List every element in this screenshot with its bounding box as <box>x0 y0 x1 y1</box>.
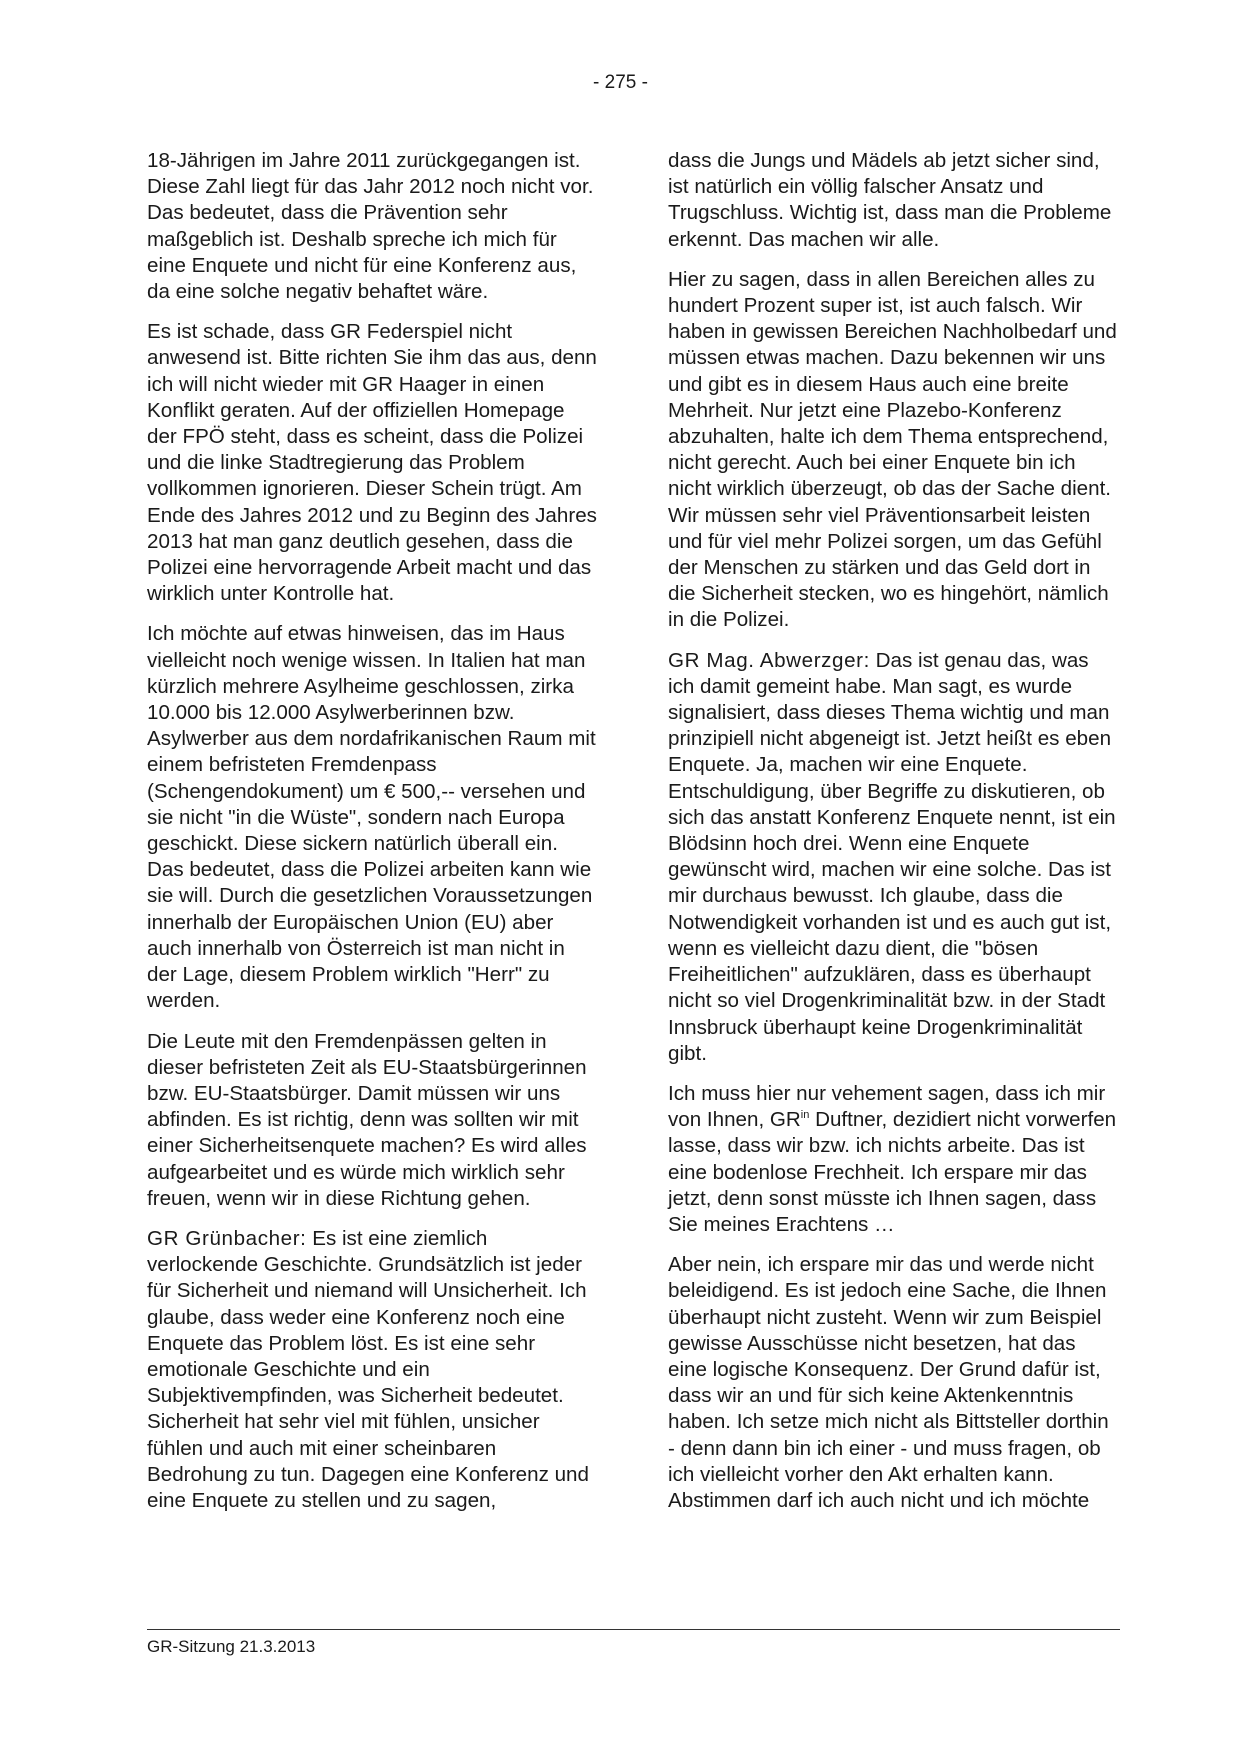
paragraph: Ich möchte auf etwas hinweisen, das im Haus vielleicht noch wenige wissen. In Italien hat man kürzlich mehrere Asylheime geschlossen, zirka 10.000 bis 12.000 Asylwerberinnen bzw. Asylwerber aus dem nordafrikanischen Raum mit einem befristeten Fremdenpass (Schengendokument) um € 500,-- versehen und sie nicht "in die Wüste", sondern nach Europa geschickt. Diese sickern natürlich überall ein. Das bedeutet, dass die Polizei arbeiten kann wie sie will. Durch die gesetzlichen Voraussetzungen innerhalb der Europäischen Union (EU) aber auch innerhalb von Österreich ist man nicht in der Lage, diesem Problem wirklich "Herr" zu werden. <box>147 622 596 1013</box>
footer-text: GR-Sitzung 21.3.2013 <box>147 1637 316 1656</box>
speaker-name: GR Mag. Abwerzger: <box>668 648 870 672</box>
superscript: in <box>800 1109 810 1122</box>
speech-text: Das ist genau das, was ich damit gemeint habe. Man sagt, es wurde signalisiert, dass dieses Thema wichtig und man prinzipiell nicht abgeneigt ist. Jetzt heißt es eben Enquete. Ja, machen wir eine Enquete. Entschuldigung, über Begriffe zu diskutieren, ob sich das anstatt Konferenz Enquete nennt, ist ein Blödsinn hoch drei. Wenn eine Enquete gewünscht wird, machen wir eine solche. Das ist mir durchaus bewusst. Ich glaube, dass die Notwendigkeit vorhanden ist und es auch gut ist, wenn es vielleicht dazu dient, die "bösen Freiheitlichen" aufzuklären, dass es überhaupt nicht so viel Drogenkriminalität bzw. in der Stadt Innsbruck überhaupt keine Drogenkriminalität gibt. <box>668 648 1116 1065</box>
paragraph: Die Leute mit den Fremdenpässen gelten in dieser befristeten Zeit als EU-Staatsbürgerinnen bzw. EU-Staatsbürger. Damit müssen wir uns abfinden. Es ist richtig, denn was sollten wir mit einer Sicherheitsenquete machen? Es wird alles aufgearbeitet und es würde mich wirklich sehr freuen, wenn wir in diese Richtung gehen. <box>147 1029 587 1210</box>
paragraph: Aber nein, ich erspare mir das und werde nicht beleidigend. Es ist jedoch eine Sache, die Ihnen überhaupt nicht zusteht. Wenn wir zum Beispiel gewisse Ausschüsse nicht besetzen, hat das eine logische Konsequenz. Der Grund dafür ist, dass wir an und für sich keine Aktenkenntnis haben. Ich setze mich nicht als Bittsteller dorthin - denn dann bin ich einer - und muss fragen, ob ich vielleicht vorher den Akt erhalten kann. Abstimmen darf ich auch nicht und ich möchte <box>668 1253 1109 1512</box>
speech-text: Es ist eine ziemlich verlockende Geschichte. Grundsätzlich ist jeder für Sicherheit und niemand will Unsicherheit. Ich glaube, dass weder eine Konferenz noch eine Enquete das Problem löst. Es ist eine sehr emotionale Geschichte und ein Subjektivempfinden, was Sicherheit bedeutet. Sicherheit hat sehr viel mit fühlen, unsicher fühlen und auch mit einer scheinbaren Bedrohung zu tun. Dagegen eine Konferenz und eine Enquete zu stellen und zu sagen, <box>147 1226 589 1512</box>
page-number: - 275 - <box>593 72 648 93</box>
paragraph-text: Ich muss hier nur vehement sagen, dass ich mir von Ihnen, GR <box>668 1081 1106 1132</box>
speaker-paragraph <box>147 1226 599 1514</box>
paragraph: Hier zu sagen, dass in allen Bereichen alles zu hundert Prozent super ist, ist auch falsch. Wir haben in gewissen Bereichen Nachholbedarf und müssen etwas machen. Dazu bekennen wir uns und gibt es in diesem Haus auch eine breite Mehrheit. Nur jetzt eine Plazebo-Konferenz abzuhalten, halte ich dem Thema entsprechend, nicht gerecht. Auch bei einer Enquete bin ich nicht wirklich überzeugt, ob das der Sache dient. Wir müssen sehr viel Präventionsarbeit leisten und für viel mehr Polizei sorgen, um das Gefühl der Menschen zu stärken und das Geld dort in die Sicherheit stecken, wo es hingehört, nämlich in die Polizei. <box>668 267 1117 632</box>
speaker-name: GR Grünbacher: <box>147 1226 307 1250</box>
speaker-paragraph <box>668 648 1120 1067</box>
left-column <box>147 148 599 1528</box>
footer-divider <box>147 1629 1120 1630</box>
paragraph <box>668 1081 1120 1238</box>
right-column <box>668 148 1120 1528</box>
paragraph: 18-Jährigen im Jahre 2011 zurückgegangen ist. Diese Zahl liegt für das Jahr 2012 noch nicht vor. Das bedeutet, dass die Prävention sehr maßgeblich ist. Deshalb spreche ich mich für eine Enquete und nicht für eine Konferenz aus, da eine solche negativ behaftet wäre. <box>147 149 594 304</box>
paragraph: Es ist schade, dass GR Federspiel nicht anwesend ist. Bitte richten Sie ihm das aus, denn ich will nicht wieder mit GR Haager in einen Konflikt geraten. Auf der offiziellen Homepage der FPÖ steht, dass es scheint, dass die Polizei und die linke Stadtregierung das Problem vollkommen ignorieren. Dieser Schein trügt. Am Ende des Jahres 2012 und zu Beginn des Jahres 2013 hat man ganz deutlich gesehen, dass die Polizei eine hervorragende Arbeit macht und das wirklich unter Kontrolle hat. <box>147 320 597 606</box>
paragraph: dass die Jungs und Mädels ab jetzt sicher sind, ist natürlich ein völlig falscher Ansatz und Trugschluss. Wichtig ist, dass man die Probleme erkennt. Das machen wir alle. <box>668 149 1112 251</box>
paragraph-text: Duftner, dezidiert nicht vorwerfen lasse, dass wir bzw. ich nichts arbeite. Das ist eine bodenlose Frechheit. Ich erspare mir das jetzt, denn sonst müsste ich Ihnen sagen, dass Sie meines Erachtens … <box>668 1108 1117 1236</box>
